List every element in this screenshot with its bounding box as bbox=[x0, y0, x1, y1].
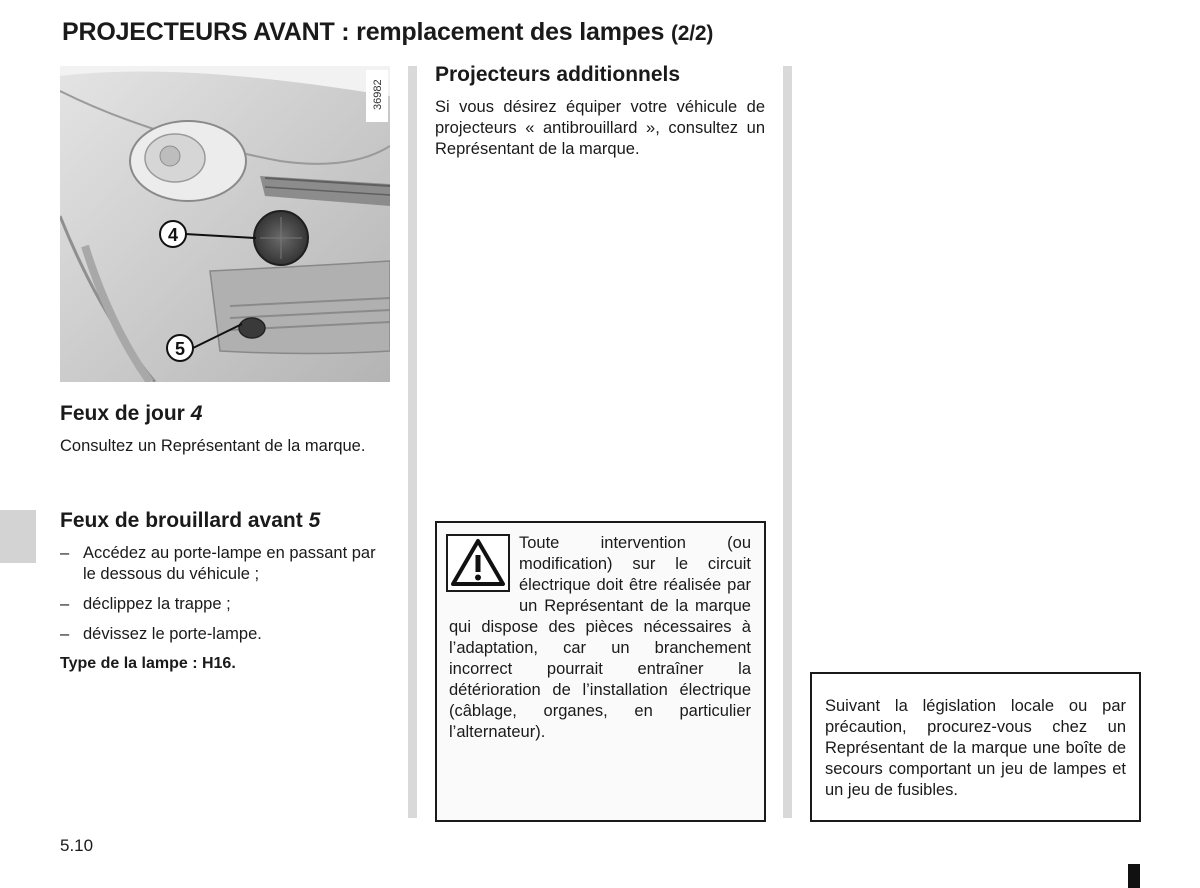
section-tab bbox=[0, 510, 36, 563]
callout-5: 5 bbox=[174, 339, 186, 359]
info-text: Suivant la législation locale ou par précaution, procurez-vous chez un Représentant de la marque une boîte de secours comportant un jeu de lampes et un jeu de fusibles. bbox=[825, 697, 1126, 799]
list-item-text: déclippez la trappe ; bbox=[83, 595, 231, 613]
fog-lights-steps bbox=[60, 543, 392, 654]
warning-text-wrap bbox=[449, 533, 751, 743]
day-lights-heading bbox=[60, 402, 202, 426]
lamp-type: Type de la lampe : H16. bbox=[60, 655, 236, 672]
info-box bbox=[810, 672, 1141, 822]
callout-4: 4 bbox=[167, 225, 179, 245]
list-item bbox=[60, 624, 392, 645]
list-item-text: dévissez le porte-lampe. bbox=[83, 625, 262, 643]
fog-lights-heading bbox=[60, 509, 320, 533]
warning-box bbox=[435, 521, 766, 822]
list-dash: – bbox=[60, 595, 70, 613]
car-front-illustration bbox=[60, 66, 390, 382]
column-divider-left bbox=[408, 66, 417, 818]
fog-lights-heading-num: 5 bbox=[308, 509, 321, 532]
list-dash: – bbox=[60, 625, 70, 643]
page-title-text: PROJECTEURS AVANT : remplacement des lampes bbox=[62, 18, 665, 46]
day-lights-text: Consultez un Représentant de la marque. bbox=[60, 437, 366, 455]
page-number: 5.10 bbox=[60, 836, 94, 855]
figure-ref-code: 36982 bbox=[372, 79, 384, 110]
corner-mark bbox=[1128, 864, 1140, 888]
list-dash: – bbox=[60, 544, 70, 562]
day-lights-heading-text: Feux de jour bbox=[60, 402, 185, 425]
page-title-ref: (2/2) bbox=[670, 22, 714, 45]
page-title bbox=[62, 18, 713, 47]
warning-text: Toute intervention (ou modification) sur le circuit électrique doit être réalisée par un Représentant de la marque qui dispose des pièces nécessaires à l’adaptation, car un branchement incorrect pourrait entraîner la détérioration de l’installation électrique (câblage, organes, en particulier l’alternateur). bbox=[449, 534, 751, 741]
list-item-text: Accédez au porte-lampe en passant par le dessous du véhicule ; bbox=[83, 544, 376, 583]
additional-lights-text: Si vous désirez équiper votre véhicule de projecteurs « antibrouillard », consultez un Représentant de la marque. bbox=[435, 98, 765, 158]
list-item bbox=[60, 543, 392, 585]
list-item bbox=[60, 594, 392, 615]
fog-lights-heading-text: Feux de brouillard avant bbox=[60, 509, 303, 532]
day-lights-heading-num: 4 bbox=[190, 402, 203, 425]
additional-lights-heading: Projecteurs additionnels bbox=[435, 63, 681, 86]
column-divider-right bbox=[783, 66, 792, 818]
